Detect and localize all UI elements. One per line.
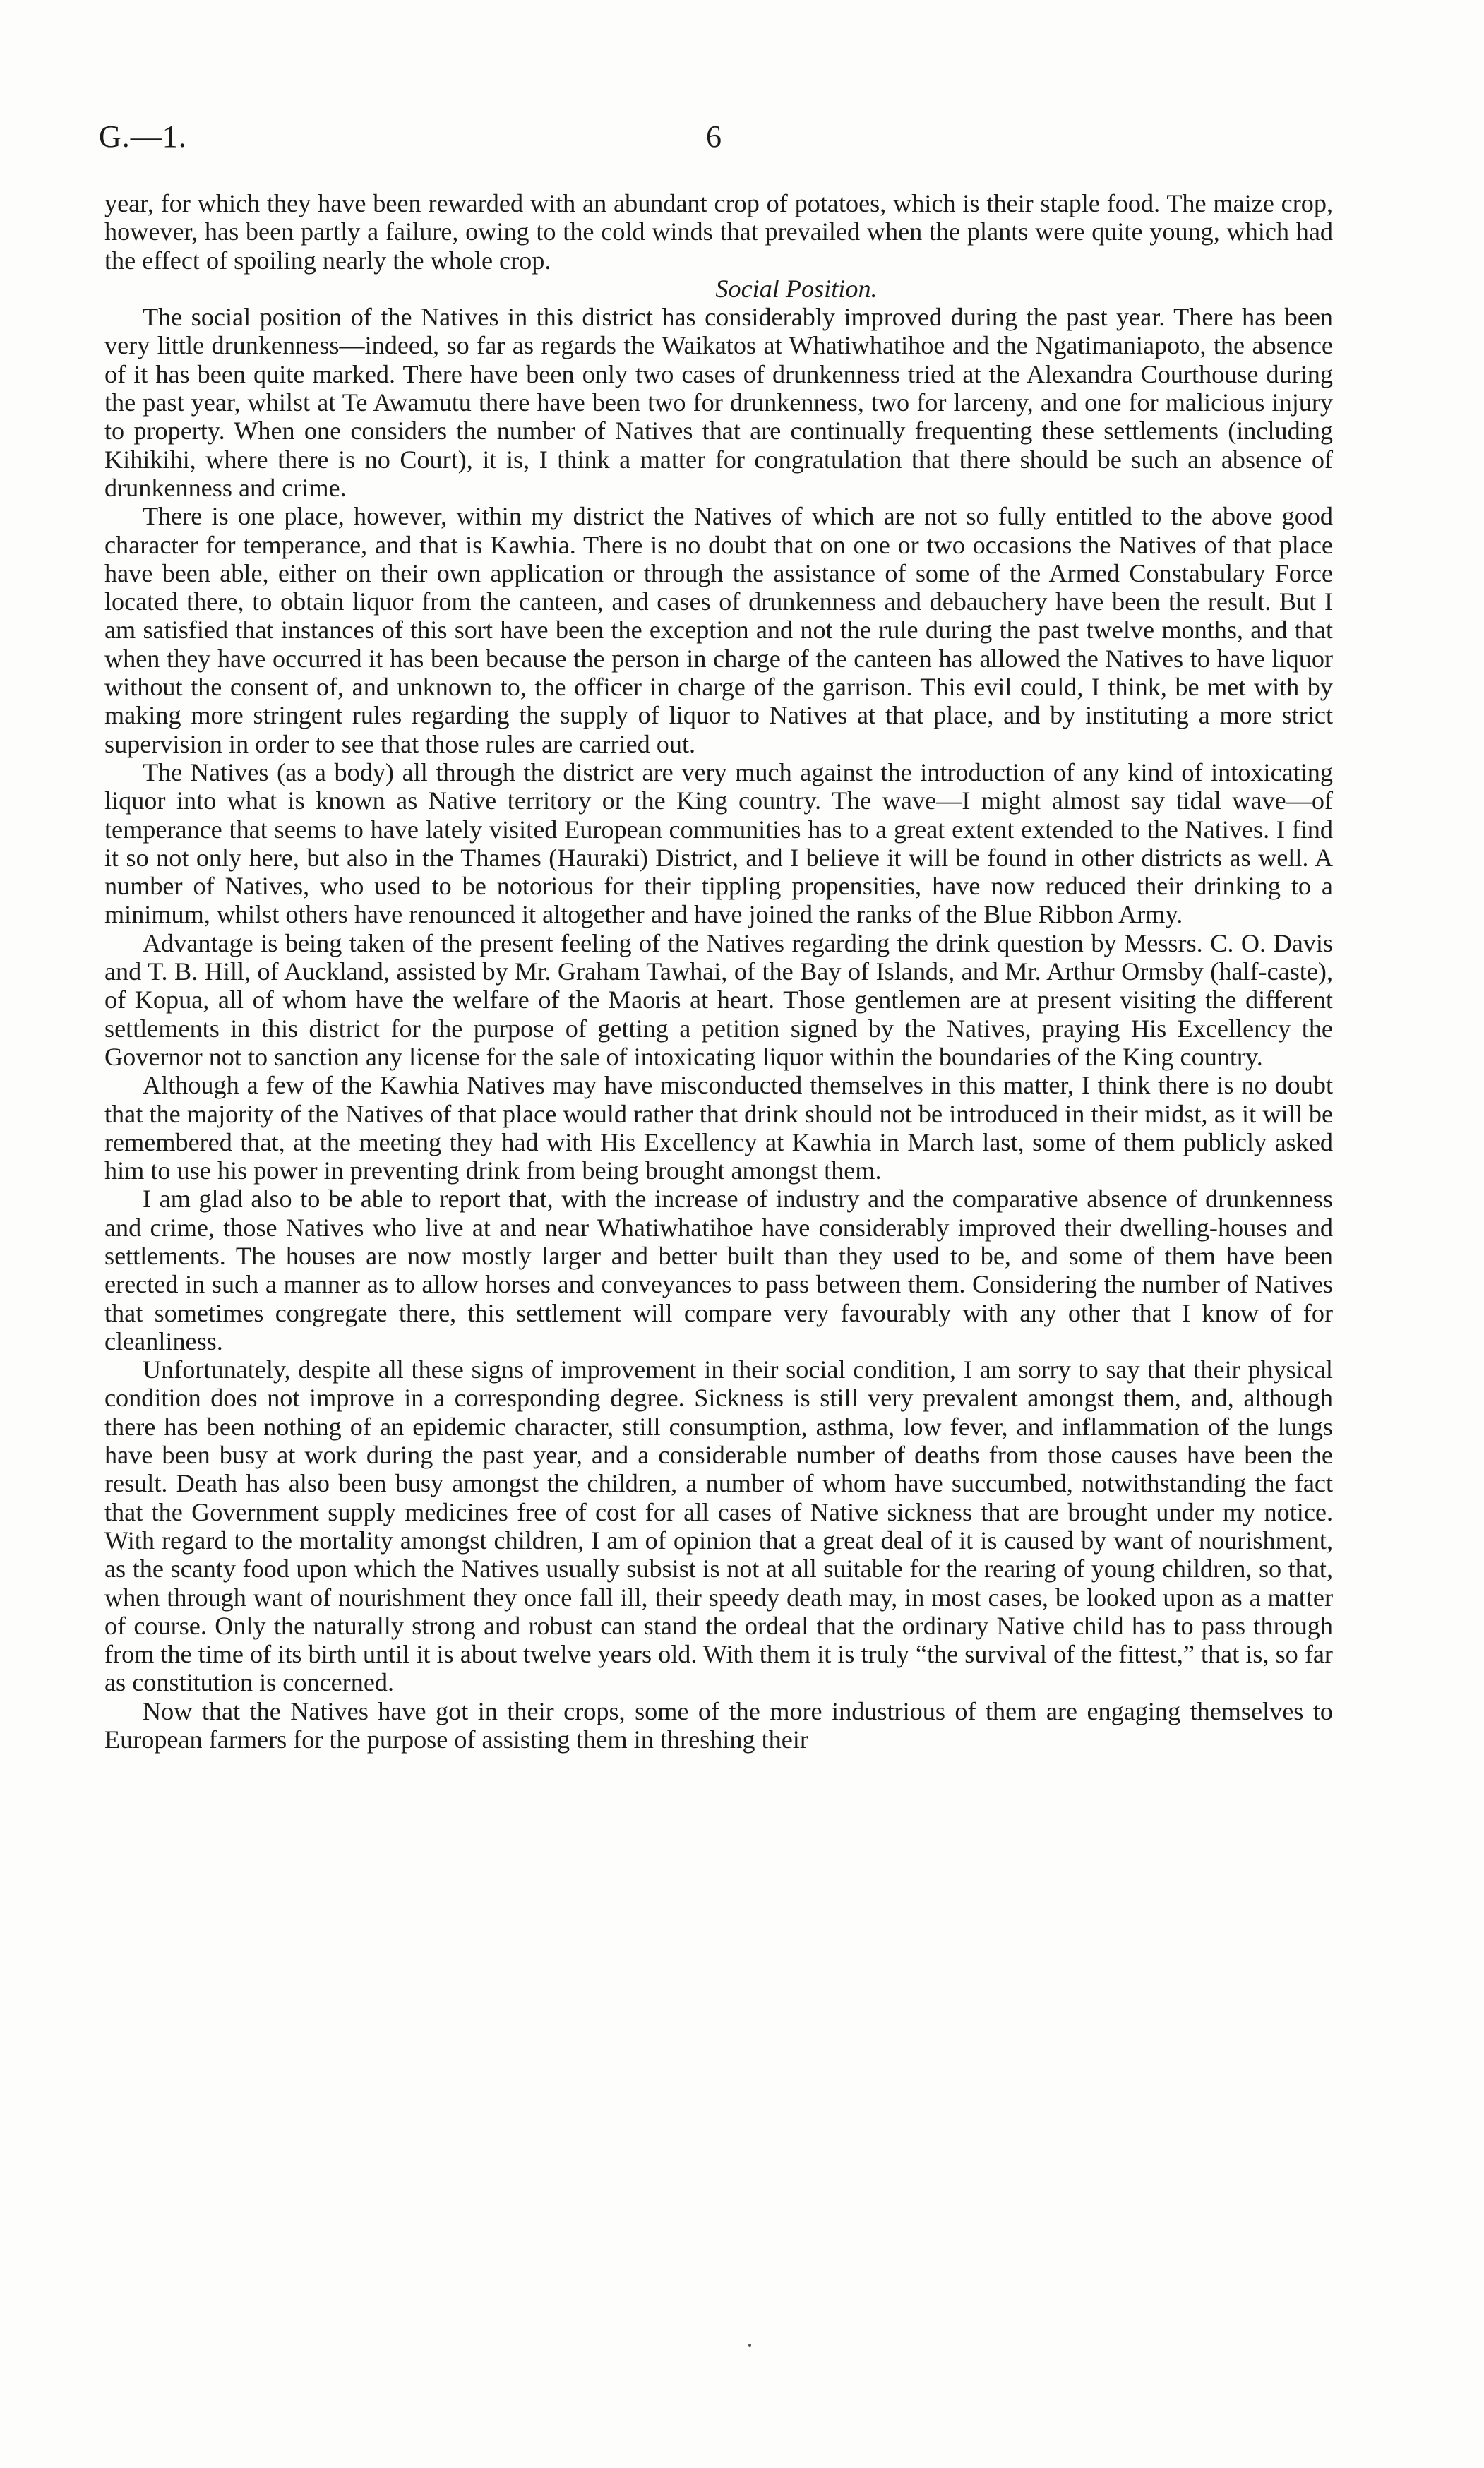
paragraph-temperance: The Natives (as a body) all through the district are very much against the introduction of any kind of intoxicating liquor into what is known as Native territory or the King country. The wave—I might almost say tidal wave—of temperance that seems to have lately visited European communities has to a great extent extended to the Natives. I find it so not only here, but also in the Thames (Hauraki) District, and I believe it will be found in other districts as well. A number of Natives, who used to be notorious for their tippling propensities, have now reduced their drinking to a minimum, whilst others have renounced it altogether and have joined the ranks of the Blue Ribbon Army. bbox=[104, 757, 1333, 929]
paragraph-petition: Advantage is being taken of the present feeling of the Natives regarding the drink question by Messrs. C. O. Davis and T. B. Hill, of Auckland, assisted by Mr. Graham Tawhai, of the Bay of Islands, and Mr. Arthur Ormsby (half-caste), of Kopua, all of whom have the welfare of the Maoris at heart. Those gentlemen are at present visiting the different settlements in this district for the purpose of getting a petition signed by the Natives, praying His Excellency the Governor not to sanction any license for the sale of intoxicating liquor within the boundaries of the King country. bbox=[104, 928, 1333, 1071]
page-number: 6 bbox=[706, 119, 722, 154]
paragraph-kawhia-majority: Although a few of the Kawhia Natives may have misconducted themselves in this matter, I think there is no doubt that the majority of the Natives of that place would rather that drink should not be introduced in their midst, as it will be remembered that, at the meeting they had with His Excellency at Kawhia in March last, some of them publicly asked him to use his power in preventing drink from being brought amongst them. bbox=[104, 1071, 1333, 1185]
paragraph-settlements: I am glad also to be able to report that, with the increase of industry and the comparative absence of drunkenness and crime, those Natives who live at and near Whatiwhatihoe have considerably improved their dwelling-houses and settlements. The houses are now mostly larger and better built than they used to be, and some of them have been erected in such a manner as to allow horses and conveyances to pass between them. Considering the number of Natives that sometimes congregate there, this settlement will compare very favourably with any other that I know of for cleanliness. bbox=[104, 1185, 1333, 1355]
paragraph-sickness: Unfortunately, despite all these signs of improvement in their social condition, I am sorry to say that their physical condition does not improve in a corresponding degree. Sickness is still very prevalent amongst them, and, although there has been nothing of an epidemic character, still consumption, asthma, low fever, and inflammation of the lungs have been busy at work during the past year, and a considerable number of deaths from those causes have been the result. Death has also been busy amongst the children, a number of whom have succumbed, notwithstanding the fact that the Government supply medicines free of cost for all cases of Native sickness that are brought under my notice. With regard to the mortality amongst children, I am of opinion that a great deal of it is caused by want of nourishment, as the scanty food upon which the Natives usually subsist is not at all suitable for the rearing of young children, so that, when through want of nourishment they once fall ill, their speedy death may, in most cases, be looked upon as a matter of course. Only the naturally strong and robust can stand the ordeal that the ordinary Native child has to pass through from the time of its birth until it is about twelve years old. With them it is truly “the survival of the fittest,” that is, so far as constitution is concerned. bbox=[104, 1355, 1333, 1697]
page-header bbox=[99, 119, 1356, 161]
section-heading-social-position: Social Position. bbox=[715, 274, 878, 303]
paragraph-threshing: Now that the Natives have got in their crops, some of the more industrious of them are engaging themselves to European farmers for the purpose of assisting them in threshing their bbox=[104, 1696, 1333, 1754]
paragraph-social-position: The social position of the Natives in this district has considerably improved during the past year. There has been very little drunkenness—indeed, so far as regards the Waikatos at Whatiwhatihoe and the Ngatimaniapoto, the absence of it has been quite marked. There have been only two cases of drunkenness tried at the Alexandra Courthouse during the past year, whilst at Te Awamutu there have been two for drunkenness, two for larceny, and one for malicious injury to property. When one considers the number of Natives that are continually frequenting these settlements (including Kihikihi, where there is no Court), it is, I think a matter for congratulation that there should be such an absence of drunkenness and crime. bbox=[104, 303, 1333, 502]
paragraph-kawhia: There is one place, however, within my district the Natives of which are not so fully entitled to the above good character for temperance, and that is Kawhia. There is no doubt that on one or two occasions the Natives of that place have been able, either on their own application or through the assistance of some of the Armed Constabulary Force located there, to obtain liquor from the canteen, and cases of drunkenness and debauchery have been the result. But I am satisfied that instances of this sort have been the exception and not the rule during the past twelve months, and that when they have occurred it has been because the person in charge of the canteen has allowed the Natives to have liquor without the consent of, and unknown to, the officer in charge of the garrison. This evil could, I think, be met with by making more stringent rules regarding the supply of liquor to Natives at that place, and by instituting a more strict supervision in order to see that those rules are carried out. bbox=[104, 502, 1333, 758]
document-reference: G.—1. bbox=[99, 119, 187, 154]
report-body bbox=[104, 189, 1333, 1754]
footer-dot bbox=[748, 2344, 751, 2347]
paragraph-crops-continuation: year, for which they have been rewarded with an abundant crop of potatoes, which is their staple food. The maize crop, however, has been partly a failure, owing to the cold winds that prevailed when the plants were quite young, which had the effect of spoiling nearly the whole crop. bbox=[104, 189, 1333, 275]
